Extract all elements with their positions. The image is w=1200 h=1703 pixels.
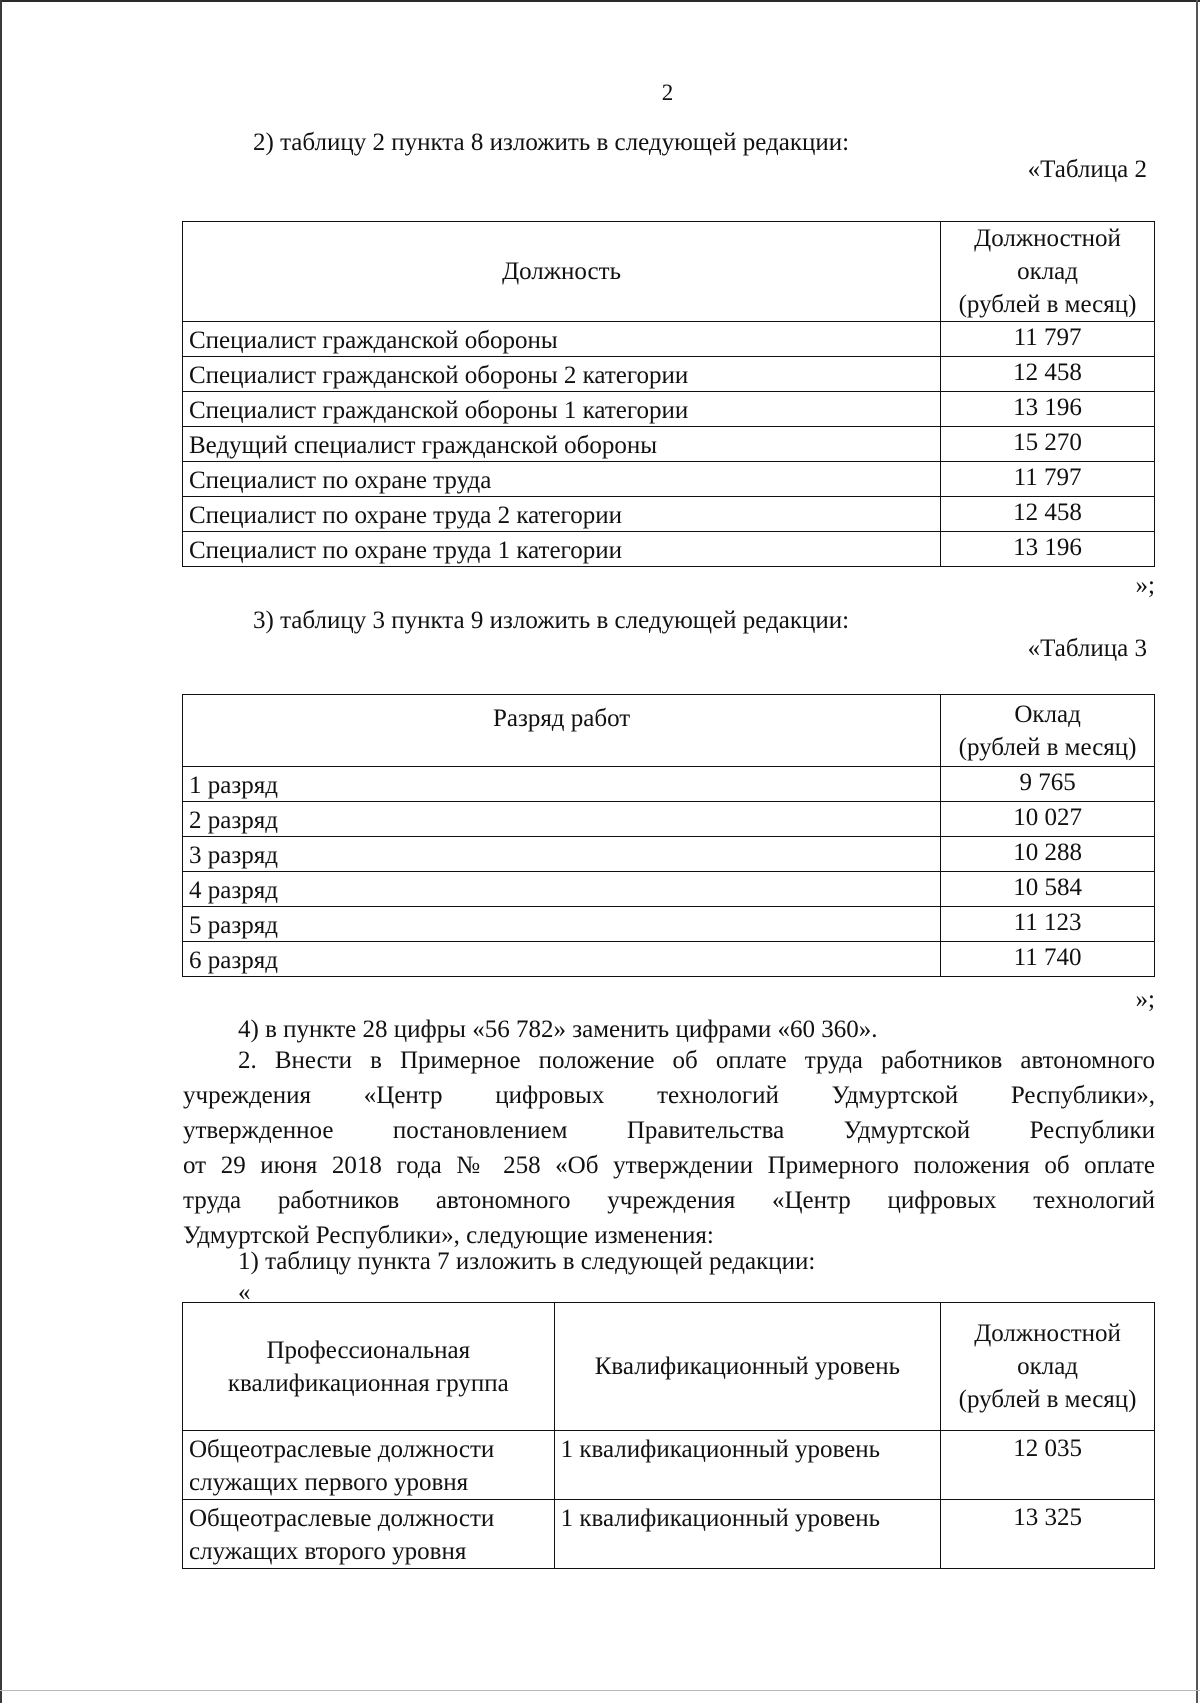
table-row	[183, 1431, 1155, 1500]
grade-name: 3 разряд	[183, 837, 941, 872]
salary-value: 10 027	[941, 802, 1155, 837]
paragraph-2-line: утвержденное постановлением Правительства Удмуртской Республики	[183, 1117, 1155, 1144]
position-name: Специалист гражданской обороны 2 категории	[183, 357, 941, 392]
paragraph-2-line: труда работников автономного учреждения «Центр цифровых технологий	[183, 1187, 1155, 1214]
table-row	[183, 837, 1155, 872]
table-row	[183, 462, 1155, 497]
table-3-header-salary	[941, 695, 1155, 767]
header-salary-line: Должностной	[974, 225, 1121, 252]
table-row	[183, 322, 1155, 357]
section3-intro: 3) таблицу 3 пункта 9 изложить в следующей редакции:	[253, 607, 850, 634]
table-p7	[182, 1302, 1155, 1569]
section2-closing-quote: »;	[1135, 572, 1155, 599]
table-row	[183, 1500, 1155, 1569]
position-name: Специалист по охране труда	[183, 462, 941, 497]
table-2-header-position: Должность	[183, 222, 941, 322]
table-row	[183, 767, 1155, 802]
table-3	[182, 694, 1155, 977]
table-2-header-row	[183, 222, 1155, 322]
salary-value: 13 196	[941, 532, 1155, 567]
paragraph-2-line: от 29 июня 2018 года № 258 «Об утверждении Примерного положения об оплате	[183, 1152, 1155, 1179]
item1-text: 1) таблицу пункта 7 изложить в следующей редакции:	[238, 1248, 816, 1275]
paragraph-2-line: Удмуртской Республики», следующие изменения:	[183, 1222, 714, 1249]
group-line: Общеотраслевые должности	[189, 1436, 495, 1463]
section2-table-label: «Таблица 2	[1027, 156, 1147, 183]
position-name: Ведущий специалист гражданской обороны	[183, 427, 941, 462]
header-salary-line: Оклад	[1014, 700, 1081, 728]
table-3-header-grade: Разряд работ	[183, 695, 941, 767]
salary-value: 13 196	[941, 392, 1155, 427]
header-salary-line: Должностной	[974, 1320, 1121, 1347]
header-salary-line: оклад	[1017, 1353, 1079, 1380]
grade-name: 4 разряд	[183, 872, 941, 907]
header-salary-line: оклад	[1017, 258, 1078, 285]
open-quote: «	[238, 1279, 251, 1306]
grade-name: 6 разряд	[183, 942, 941, 977]
scan-edge-top	[0, 0, 1200, 2]
table-row	[183, 532, 1155, 567]
salary-value: 15 270	[941, 427, 1155, 462]
table-p7-header-level: Квалификационный уровень	[554, 1303, 941, 1431]
table-row	[183, 872, 1155, 907]
table-2	[182, 221, 1155, 567]
table-row	[183, 427, 1155, 462]
level-cell: 1 квалификационный уровень	[554, 1500, 941, 1569]
salary-value: 10 288	[941, 837, 1155, 872]
scan-edge-right	[1196, 0, 1198, 1703]
header-salary-line: (рублей в месяц)	[958, 291, 1137, 318]
table-2-header-salary	[941, 222, 1155, 322]
table-3-header-row	[183, 695, 1155, 767]
table-row	[183, 802, 1155, 837]
scan-edge-left	[0, 0, 2, 1703]
group-cell	[183, 1431, 555, 1500]
salary-value: 12 035	[941, 1431, 1155, 1500]
salary-value: 13 325	[941, 1500, 1155, 1569]
grade-name: 2 разряд	[183, 802, 941, 837]
paragraph-2	[183, 1043, 1155, 1253]
section3-closing-quote: »;	[1135, 986, 1155, 1013]
section3-table-label: «Таблица 3	[1027, 635, 1147, 662]
salary-value: 12 458	[941, 357, 1155, 392]
position-name: Специалист по охране труда 2 категории	[183, 497, 941, 532]
table-row	[183, 392, 1155, 427]
group-line: Общеотраслевые должности	[189, 1505, 495, 1532]
table-p7-header-row	[183, 1303, 1155, 1431]
salary-value: 11 123	[941, 907, 1155, 942]
table-row	[183, 907, 1155, 942]
item4-text: 4) в пункте 28 цифры «56 782» заменить цифрами «60 360».	[238, 1016, 878, 1043]
salary-value: 12 458	[941, 497, 1155, 532]
group-cell	[183, 1500, 555, 1569]
grade-name: 5 разряд	[183, 907, 941, 942]
table-p7-header-group	[183, 1303, 555, 1431]
header-salary-line: (рублей в месяц)	[958, 1386, 1137, 1413]
position-name: Специалист гражданской обороны	[183, 322, 941, 357]
salary-value: 11 797	[941, 462, 1155, 497]
grade-name: 1 разряд	[183, 767, 941, 802]
group-line: служащих второго уровня	[189, 1538, 467, 1565]
salary-value: 11 797	[941, 322, 1155, 357]
position-name: Специалист гражданской обороны 1 категории	[183, 392, 941, 427]
header-group-line: Профессиональная	[266, 1336, 471, 1364]
table-p7-header-salary	[941, 1303, 1155, 1431]
salary-value: 10 584	[941, 872, 1155, 907]
salary-value: 11 740	[941, 942, 1155, 977]
salary-value: 9 765	[941, 767, 1155, 802]
group-line: служащих первого уровня	[189, 1469, 469, 1496]
position-name: Специалист по охране труда 1 категории	[183, 532, 941, 567]
page-number: 2	[661, 80, 674, 105]
level-cell: 1 квалификационный уровень	[554, 1431, 941, 1500]
header-salary-line: (рублей в месяц)	[958, 733, 1137, 761]
scan-edge-bottom	[0, 1690, 1200, 1691]
section2-intro: 2) таблицу 2 пункта 8 изложить в следующей редакции:	[253, 129, 850, 156]
table-row	[183, 497, 1155, 532]
paragraph-2-line: учреждения «Центр цифровых технологий Удмуртской Республики»,	[183, 1082, 1155, 1109]
table-row	[183, 942, 1155, 977]
table-row	[183, 357, 1155, 392]
header-group-line: квалификационная группа	[227, 1369, 509, 1397]
paragraph-2-line: 2. Внести в Примерное положение об оплате труда работников автономного	[238, 1047, 1155, 1074]
